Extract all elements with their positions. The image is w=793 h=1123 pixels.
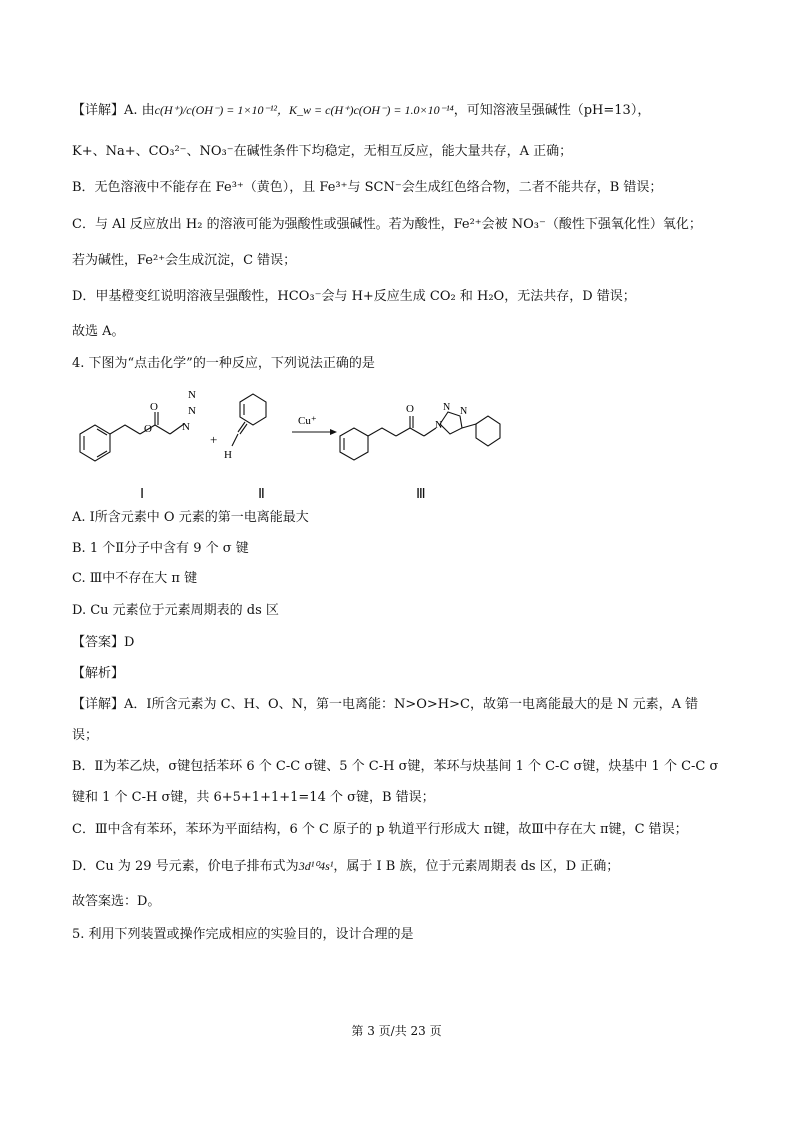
detail-b: B．无色溶液中不能存在 Fe³⁺（黄色），且 Fe³⁺与 SCN⁻会生成红色络合物，二者不能共存，B 错误； (72, 180, 663, 195)
page-footer: 第 3 页/共 23 页 (351, 1024, 442, 1038)
equilibrium-expression: c(H⁺)/c(OH⁻) = 1×10⁻¹²，K_w = c(H⁺)c(OH⁻) = 1.0×10⁻¹⁴ (154, 103, 454, 117)
triazole-n3-label: N (460, 406, 468, 417)
explain-c: C．Ⅲ中含有苯环，苯环为平面结构，6 个 C 原子的 p 轨道平行形成大 π键，故Ⅲ中存在大 π键，C 错误； (72, 822, 688, 837)
explain-b-line-1: B．Ⅱ为苯乙炔，σ键包括苯环 6 个 C-C σ键、5 个 C-H σ键，苯环与炔基间 1 个 C-C σ键，炔基中 1 个 C-C σ (72, 759, 719, 774)
molecule-III (340, 412, 500, 460)
conclusion-3: 故选 A。 (72, 324, 125, 339)
ester-oxygen-label-I: O (144, 423, 152, 435)
label-III: Ⅲ (416, 487, 426, 502)
triazole-n2-label: N (443, 402, 451, 413)
detail-a-line-2: K+、Na+、CO₃²⁻、NO₃⁻在碱性条件下均稳定，无相互反应，能大量共存，A 正确； (72, 144, 573, 159)
molecule-I (80, 412, 184, 461)
option-b: B. 1 个Ⅱ分子中含有 9 个 σ 键 (72, 541, 249, 556)
option-c: C. Ⅲ中不存在大 π 键 (72, 571, 198, 586)
azide-n3-label: N (188, 389, 196, 401)
explain-b-line-2: 键和 1 个 C-H σ键，共 6+5+1+1+1=14 个 σ键，B 错误； (72, 790, 435, 805)
detail-c-line-1: C．与 Al 反应放出 H₂ 的溶液可能为强酸性或强碱性。若为酸性，Fe²⁺会被 NO₃⁻（酸性下强氧化性）氧化； (72, 217, 702, 232)
detail-a-line-1: 【详解】A. 由c(H⁺)/c(OH⁻) = 1×10⁻¹²，K_w = c(H⁺)c(OH⁻) = 1.0×10⁻¹⁴，可知溶液呈强碱性（pH=13）， (72, 103, 651, 118)
hydrogen-label-II: H (224, 449, 232, 461)
detail-c-line-2: 若为碱性，Fe²⁺会生成沉淀，C 错误； (72, 253, 297, 268)
explain-d: D．Cu 为 29 号元素，价电子排布式为3d¹⁰4s¹，属于 I B 族，位于元素周期表 ds 区，D 正确； (72, 859, 620, 874)
azide-n1-label: N (182, 421, 190, 433)
molecule-II (232, 394, 266, 446)
oxygen-label-I: O (150, 401, 158, 413)
oxygen-label-III: O (406, 403, 414, 415)
question-5-stem: 5. 利用下列装置或操作完成相应的实验目的，设计合理的是 (72, 927, 414, 942)
answer-label: 【答案】D (72, 635, 135, 650)
electron-configuration: 3d¹⁰4s¹ (298, 859, 334, 873)
azide-n2-label: N (188, 405, 196, 417)
arrow-head (330, 429, 337, 435)
plus-sign: + (210, 432, 218, 447)
explain-a-line-2: 误； (72, 728, 99, 743)
option-d: D. Cu 元素位于元素周期表的 ds 区 (72, 603, 279, 618)
option-a: A. Ⅰ所含元素中 O 元素的第一电离能最大 (72, 510, 309, 525)
catalyst-label: Cu⁺ (298, 415, 317, 427)
click-reaction-scheme (60, 384, 560, 504)
explain-a-line-1: 【详解】A．Ⅰ所含元素为 C、H、O、N，第一电离能：N>O>H>C，故第一电离能最大的是 N 元素，A 错 (72, 697, 699, 712)
analysis-label: 【解析】 (72, 666, 125, 681)
label-I: Ⅰ (140, 487, 145, 502)
triazole-n1-label: N (435, 420, 443, 431)
conclusion-4: 故答案选：D。 (72, 894, 161, 909)
question-4-stem: 4. 下图为“点击化学”的一种反应，下列说法正确的是 (72, 356, 375, 371)
detail-d: D．甲基橙变红说明溶液呈强酸性，HCO₃⁻会与 H+反应生成 CO₂ 和 H₂O，无法共存，D 错误； (72, 289, 636, 304)
label-II: Ⅱ (258, 487, 265, 502)
